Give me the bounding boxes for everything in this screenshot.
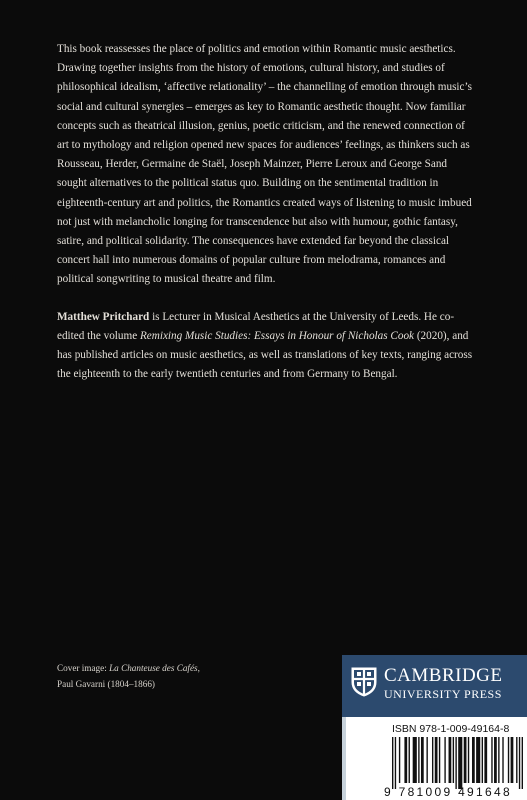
barcode-bar	[516, 737, 517, 783]
author-bio-paragraph	[57, 308, 475, 385]
publisher-barcode-panel	[342, 655, 527, 800]
barcode-bar	[494, 737, 497, 783]
cover-artist: Paul Gavarni (1804–1866)	[57, 679, 155, 689]
cover-image-credit	[57, 660, 317, 692]
barcode-bar	[519, 737, 520, 789]
barcode-bar	[484, 737, 487, 783]
barcode-bar	[453, 737, 454, 783]
blurb-text	[57, 40, 475, 384]
cover-credit-line-1	[57, 660, 317, 676]
publisher-header	[342, 655, 527, 717]
cambridge-crest-icon	[351, 667, 377, 697]
publisher-name: CAMBRIDGE	[384, 665, 503, 686]
barcode-bar	[482, 737, 483, 783]
barcode-digits: 9 781009 491648	[384, 785, 512, 799]
cover-artwork-title: La Chanteuse des Cafés	[109, 663, 198, 673]
barcode-bar	[404, 737, 407, 783]
barcode-bar	[522, 737, 523, 789]
barcode-bar	[435, 737, 438, 783]
barcode-bar	[449, 737, 452, 783]
bio-text-part-1: is Lecturer in Musical Aesthetics at the University of Leeds. He co-edited the volume	[57, 310, 455, 342]
barcode-bar	[464, 737, 467, 783]
bio-text-part-2: (2020), and has published articles on music aesthetics, as well as translations of key texts, ranging across the eighteenth to the early twentieth centuries and from Germany to Bengal.	[57, 329, 473, 381]
publisher-press: UNIVERSITY PRESS	[384, 687, 502, 701]
barcode-bar	[399, 737, 400, 783]
isbn-label: ISBN 978-1-009-49164-8	[392, 723, 510, 735]
barcode-bar	[418, 737, 419, 783]
barcode-bar	[421, 737, 424, 783]
barcode-bar	[476, 737, 480, 783]
barcode-bar	[409, 737, 410, 783]
barcode-bar	[455, 737, 456, 789]
barcode-image	[392, 737, 523, 789]
barcode-bar	[392, 737, 393, 789]
barcode-bar	[432, 737, 433, 783]
author-name: Matthew Pritchard	[57, 310, 150, 323]
barcode-bar	[508, 737, 509, 783]
edited-volume-title: Remixing Music Studies: Essays in Honour of Nicholas Cook	[139, 329, 415, 342]
barcode-bar	[439, 737, 440, 783]
description-paragraph: This book reassesses the place of politics and emotion within Romantic music aesthetics. Drawing together insights from the history of emotions, cultural history, and studies of philosophical idealism, ‘affective relationality’ – the channelling of emotion through music’s social and cultural synergies – emerges as key to Romantic aesthetic thought. Now familiar concepts such as theatrical illusion, genius, poetic criticism, and the renewed connection of art to mythology and religion opened new spaces for audiences’ feelings, as thinkers such as Rousseau, Herder, Germaine de Staël, Joseph Mainzer, Pierre Leroux and George Sand sought alternatives to the political status quo. Building on the sentimental tradition in eighteenth-century art and politics, the Romantics created ways of listening to music imbued not just with melancholic longing for transcendence but also with humour, gothic fantasy, satire, and political solidarity. The consequences have extended far beyond the classical concert hall into numerous domains of popular culture from melodrama, romances and political songwriting to musical theatre and film.	[57, 43, 472, 286]
cover-credit-suffix: ,	[197, 663, 200, 673]
barcode-bar	[491, 737, 492, 783]
barcode-bar	[502, 737, 503, 783]
barcode-bar	[395, 737, 396, 789]
barcode-bar	[498, 737, 499, 783]
barcode-bar	[458, 737, 462, 789]
barcode-bar	[511, 737, 514, 783]
barcode-bar	[444, 737, 445, 783]
barcode-bar	[468, 737, 469, 783]
barcode-area	[346, 717, 527, 800]
cover-credit-prefix: Cover image:	[57, 663, 110, 673]
barcode-bar	[472, 737, 475, 783]
barcode-bar	[426, 737, 427, 783]
barcode-bar	[413, 737, 417, 783]
